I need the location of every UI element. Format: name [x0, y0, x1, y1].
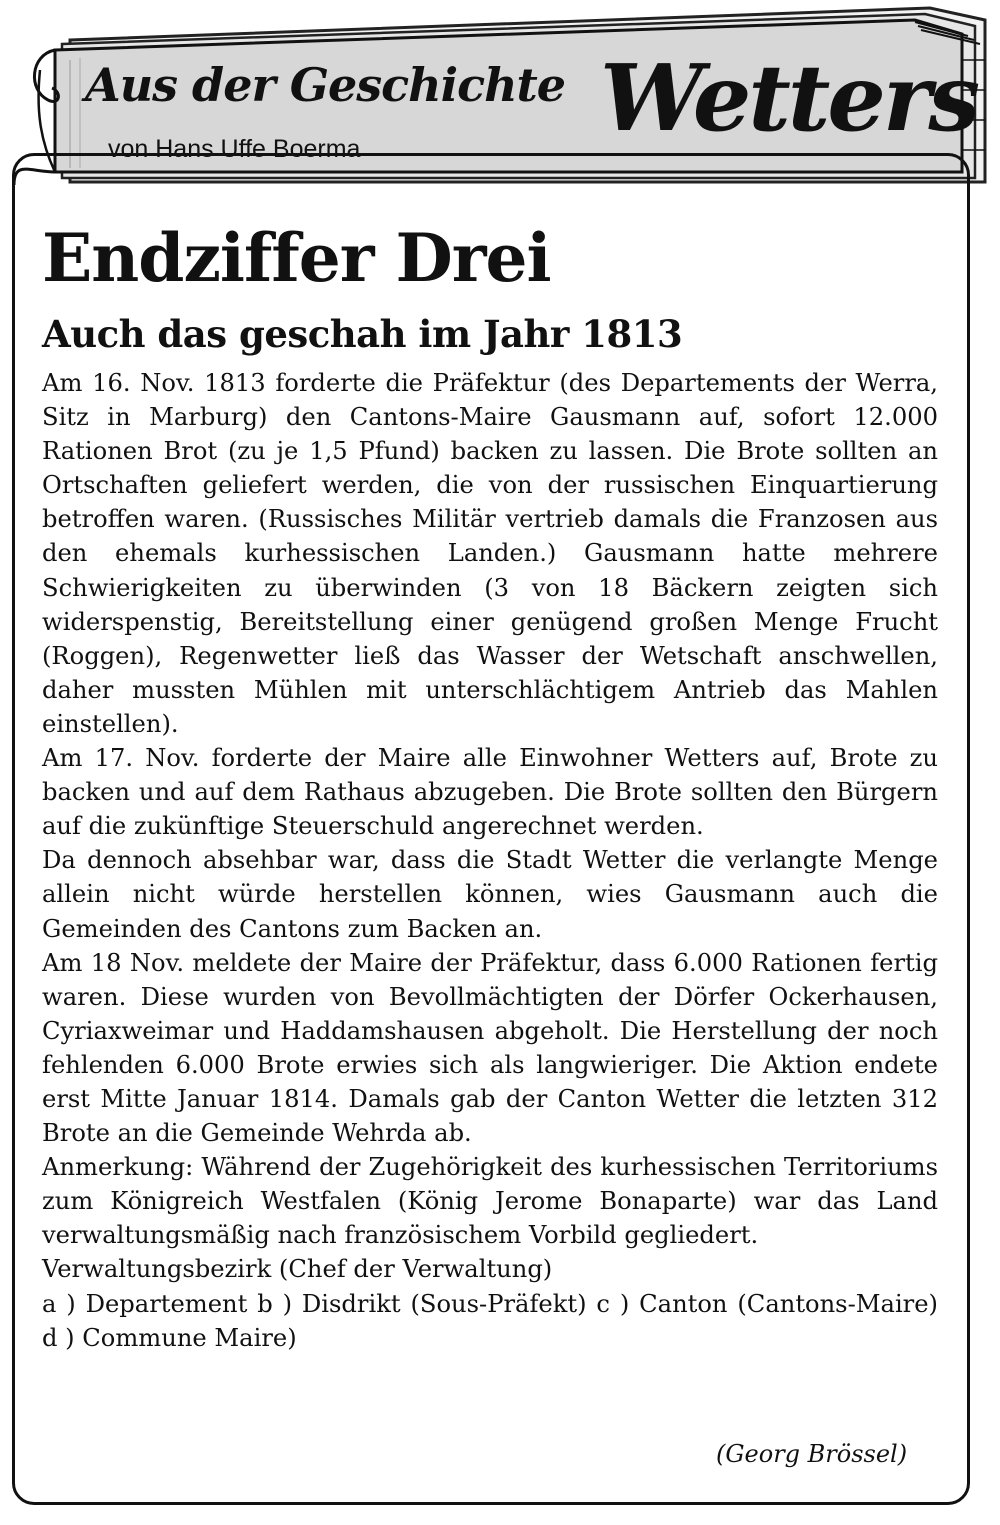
series-word: Wetters — [600, 44, 978, 152]
paragraph-1: Am 16. Nov. 1813 forderte die Präfektur (des Departements der Werra, Sitz in Marburg) den Cantons-Maire Gausmann auf, sofort 12.000 Rationen Brot (zu je 1,5 Pfund) backen zu lassen. Die Brote sollten an Ortschaften geliefert werden, die von der russischen Einquartierung betroffen waren. (Russisches Militär vertrieb damals die Franzosen aus den ehemals kurhessischen Landen.) Gausmann hatte mehrere Schwierigkeiten zu überwinden (3 von 18 Bäckern zeigten sich widerspenstig, Bereitstellung einer genügend großen Menge Frucht (Roggen), Regenwetter ließ das Wasser der Wetschaft anschwellen, daher mussten Mühlen mit unterschlächtigem Antrieb das Mahlen einstellen). — [42, 369, 938, 738]
article-subheadline: Auch das geschah im Jahr 1813 — [42, 312, 683, 356]
article-body — [42, 366, 938, 1355]
paragraph-admin-heading: Verwaltungsbezirk (Chef der Verwaltung) — [42, 1255, 553, 1284]
paragraph-admin-list: a ) Departement b ) Disdrikt (Sous-Präfekt) c ) Canton (Cantons-Maire) d ) Commune Maire) — [42, 1289, 938, 1352]
series-author: von Hans Uffe Boerma — [108, 135, 361, 163]
paragraph-note: Anmerkung: Während der Zugehörigkeit des kurhessischen Territoriums zum Königreich Westfalen (König Jerome Bonaparte) war das Land verwaltungsmäßig nach französischem Vorbild gegliedert. — [42, 1153, 938, 1250]
series-title: Aus der Geschichte — [85, 58, 566, 112]
paragraph-2: Am 17. Nov. forderte der Maire alle Einwohner Wetters auf, Brote zu backen und auf dem Rathaus abzugeben. Die Brote sollten den Bürgern auf die zukünftige Steuerschuld angerechnet werden. — [42, 744, 938, 841]
paragraph-4: Am 18 Nov. meldete der Maire der Präfektur, dass 6.000 Rationen fertig waren. Diese wurden von Bevollmächtigten der Dörfer Ockerhausen, Cyriaxweimar und Haddamshausen abgeholt. Die Herstellung der noch fehlenden 6.000 Brote erwies sich als langwieriger. Die Aktion endete erst Mitte Januar 1814. Damals gab der Canton Wetter die letzten 312 Brote an die Gemeinde Wehrda ab. — [42, 948, 938, 1148]
article-headline: Endziffer Drei — [42, 219, 551, 297]
paragraph-3: Da dennoch absehbar war, dass die Stadt Wetter die verlangte Menge allein nicht würde herstellen können, wies Gausmann auch die Gemeinden des Cantons zum Backen an. — [42, 846, 938, 943]
article-credit: (Georg Brössel) — [716, 1440, 908, 1468]
